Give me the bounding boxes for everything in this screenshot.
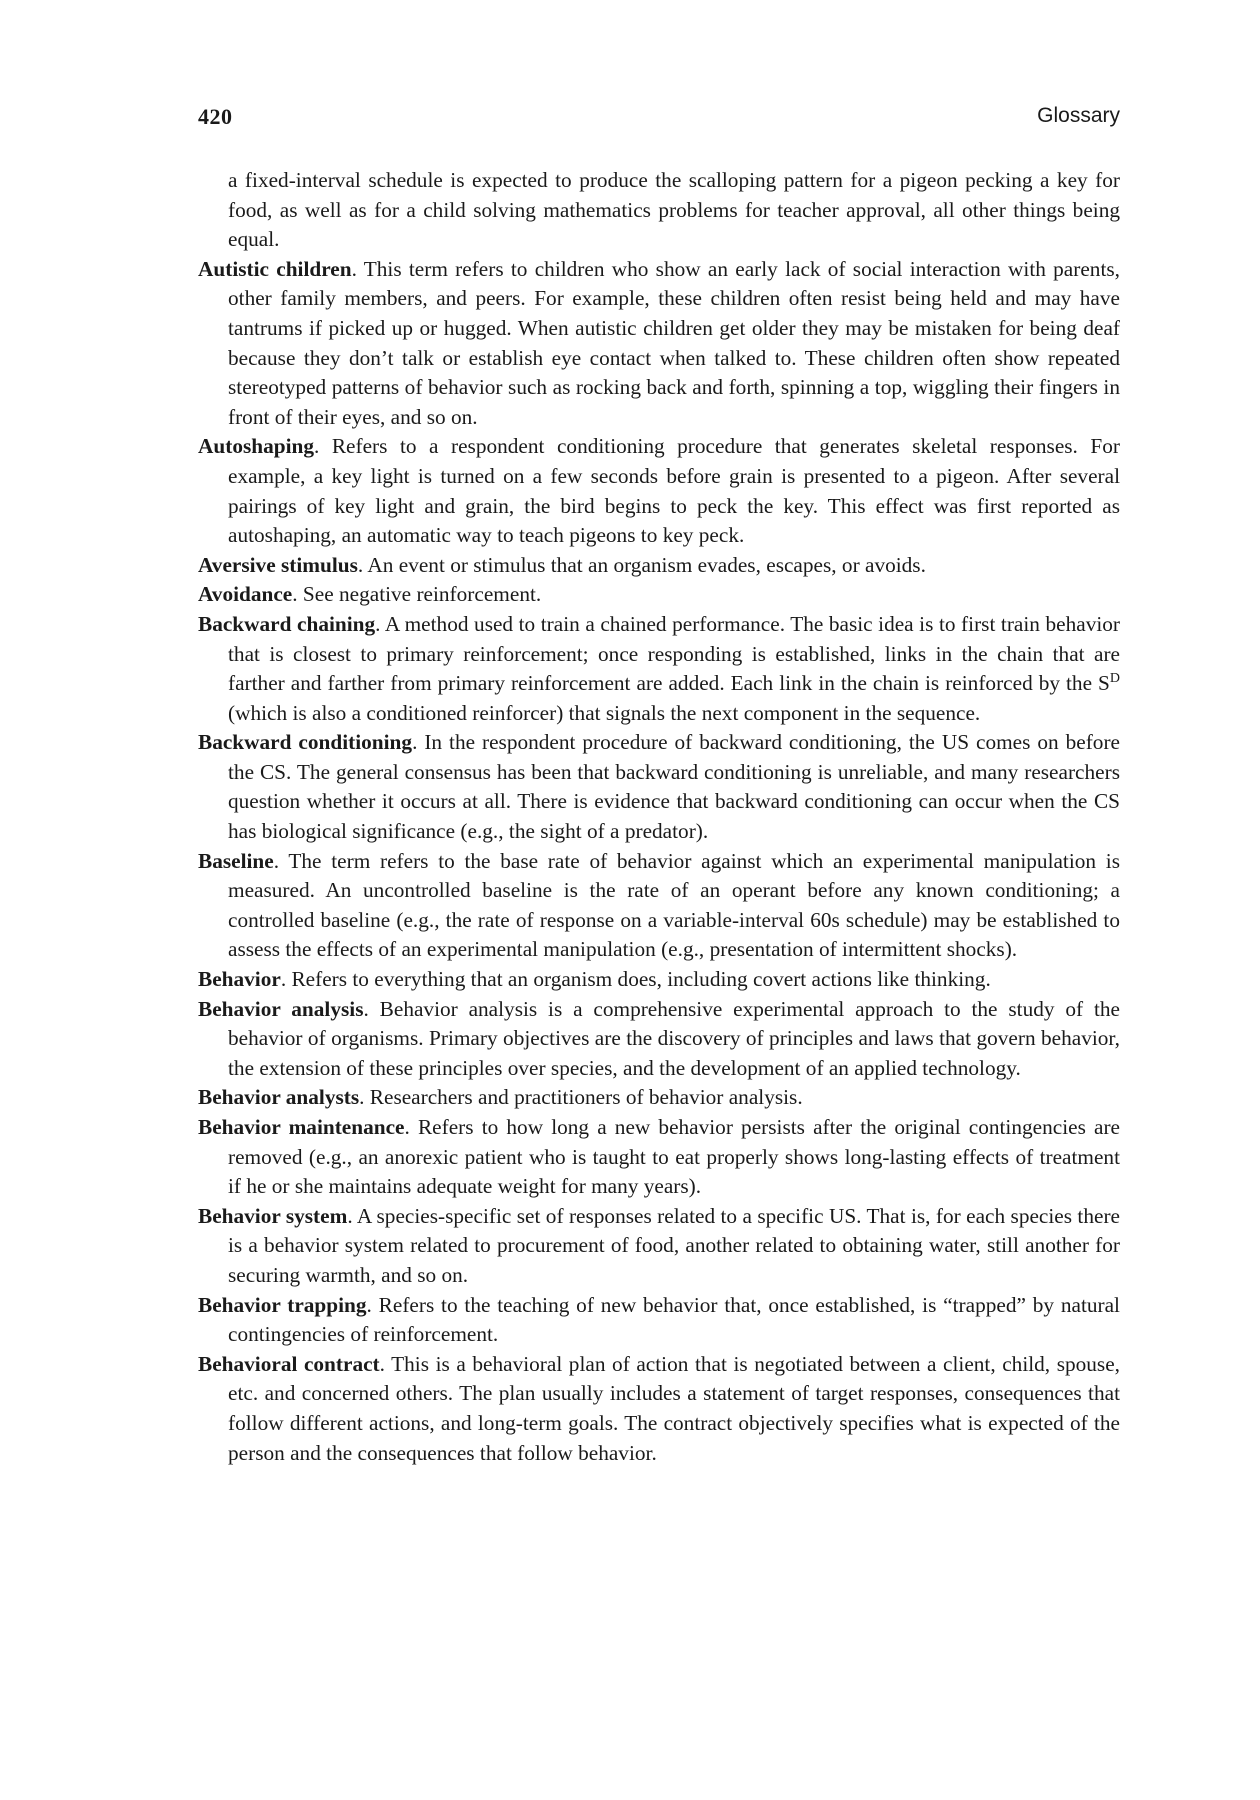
entry-definition: . An event or stimulus that an organism evades, escapes, or avoids. xyxy=(357,552,926,577)
running-head: Glossary xyxy=(1037,104,1120,127)
entry-term: Behavior system xyxy=(198,1203,348,1228)
glossary-entry xyxy=(198,255,1120,433)
glossary-entry xyxy=(198,965,1120,995)
glossary-body xyxy=(198,166,1120,1468)
glossary-entry xyxy=(198,728,1120,846)
entry-term: Backward conditioning xyxy=(198,730,413,755)
entry-definition: . A species-specific set of responses related to a specific US. That is, for each species there is a behavior system related to procurement of food, another related to obtaining water, still another for securing warmth, and so on. xyxy=(228,1203,1120,1287)
entry-term: Behavioral contract xyxy=(198,1351,380,1376)
glossary-entry xyxy=(198,1350,1120,1468)
glossary-entry xyxy=(198,551,1120,581)
entry-definition: . This is a behavioral plan of action that is negotiated between a client, child, spouse, etc. and concerned others. The plan usually includes a statement of target responses, consequences that follow different actions, and long-term goals. The contract objectively specifies what is expected of the person and the consequences that follow behavior. xyxy=(228,1351,1120,1465)
glossary-entry xyxy=(198,995,1120,1084)
entry-term: Behavior xyxy=(198,967,281,992)
glossary-entry xyxy=(198,1083,1120,1113)
glossary-entry xyxy=(198,432,1120,550)
entry-term: Backward chaining xyxy=(198,611,376,636)
entry-term: Behavior maintenance xyxy=(198,1115,405,1139)
entry-definition: . Refers to a respondent conditioning procedure that generates skeletal responses. For example, a key light is turned on a few seconds before grain is presented to a pigeon. After several pairings of key light and grain, the bird begins to peck the key. This effect was first reported as autoshaping, an automatic way to teach pigeons to key peck. xyxy=(228,434,1120,548)
entry-term: Autistic children xyxy=(198,256,352,281)
glossary-entry xyxy=(198,1291,1120,1350)
entry-definition: . This term refers to children who show an early lack of social interaction with parents, other family members, and peers. For example, these children often resist being held and may have tantrums if picked up or hugged. When autistic children get older they may be mistaken for being deaf because they don’t talk or establish eye contact when talked to. These children often show repeated stereotyped patterns of behavior such as rocking back and forth, spinning a top, wiggling their fingers in front of their eyes, and so on. xyxy=(228,256,1120,429)
entry-term: Behavior trapping xyxy=(198,1292,367,1317)
entry-definition: . See negative reinforcement. xyxy=(292,582,542,607)
glossary-entry xyxy=(198,847,1120,965)
entry-definition: . Researchers and practitioners of behavior analysis. xyxy=(359,1085,803,1110)
glossary-entry xyxy=(198,1113,1120,1202)
entry-term: Aversive stimulus xyxy=(198,552,358,577)
glossary-entry xyxy=(198,1202,1120,1291)
entry-term: Baseline xyxy=(198,848,274,873)
entry-definition: . Refers to everything that an organism does, including covert actions like thinking. xyxy=(280,967,991,992)
entry-definition-cont: (which is also a conditioned reinforcer) that signals the next component in the sequence. xyxy=(228,700,981,725)
entry-term: Autoshaping xyxy=(198,434,314,459)
entry-definition: . In the respondent procedure of backward conditioning, the US comes on before the CS. The general consensus has been that backward conditioning is unreliable, and many researchers question whether it occurs at all. There is evidence that backward conditioning can occur when the CS has biological significance (e.g., the sight of a predator). xyxy=(228,730,1121,844)
page-number: 420 xyxy=(198,104,233,129)
page-header xyxy=(198,104,1120,136)
superscript-d: D xyxy=(1109,671,1120,686)
continuation-paragraph: a fixed-interval schedule is expected to produce the scalloping pattern for a pigeon pecking a key for food, as well as for a child solving mathematics problems for teacher approval, all other things being equal. xyxy=(228,168,1120,252)
entry-term: Avoidance xyxy=(198,582,293,607)
entry-definition: . The term refers to the base rate of behavior against which an experimental manipulation is measured. An uncontrolled baseline is the rate of an operant before any known conditioning; a controlled baseline (e.g., the rate of response on a variable-interval 60s schedule) may be established to assess the effects of an experimental manipulation (e.g., presentation of intermittent shocks). xyxy=(228,848,1120,962)
glossary-entry xyxy=(198,580,1120,610)
entry-term: Behavior analysts xyxy=(198,1085,360,1110)
entry-definition: . Refers to how long a new behavior persists after the original contingencies are removed (e.g., an anorexic patient who is taught to eat properly shows long-lasting effects of treatment if he or she maintains adequate weight for many years). xyxy=(228,1115,1120,1199)
glossary-entry xyxy=(198,610,1120,728)
entry-definition: . Behavior analysis is a comprehensive experimental approach to the study of the behavior of organisms. Primary objectives are the discovery of principles and laws that govern behavior, the extension of these principles over species, and the development of an applied technology. xyxy=(228,996,1120,1080)
entry-definition: . A method used to train a chained performance. The basic idea is to first train behavior that is closest to primary reinforcement; once responding is established, links in the chain that are farther and farther from primary reinforcement are added. Each link in the chain is reinforced by the S xyxy=(228,611,1120,696)
entry-term: Behavior analysis xyxy=(198,996,364,1021)
entry-definition: . Refers to the teaching of new behavior that, once established, is “trapped” by natural contingencies of reinforcement. xyxy=(228,1292,1120,1347)
